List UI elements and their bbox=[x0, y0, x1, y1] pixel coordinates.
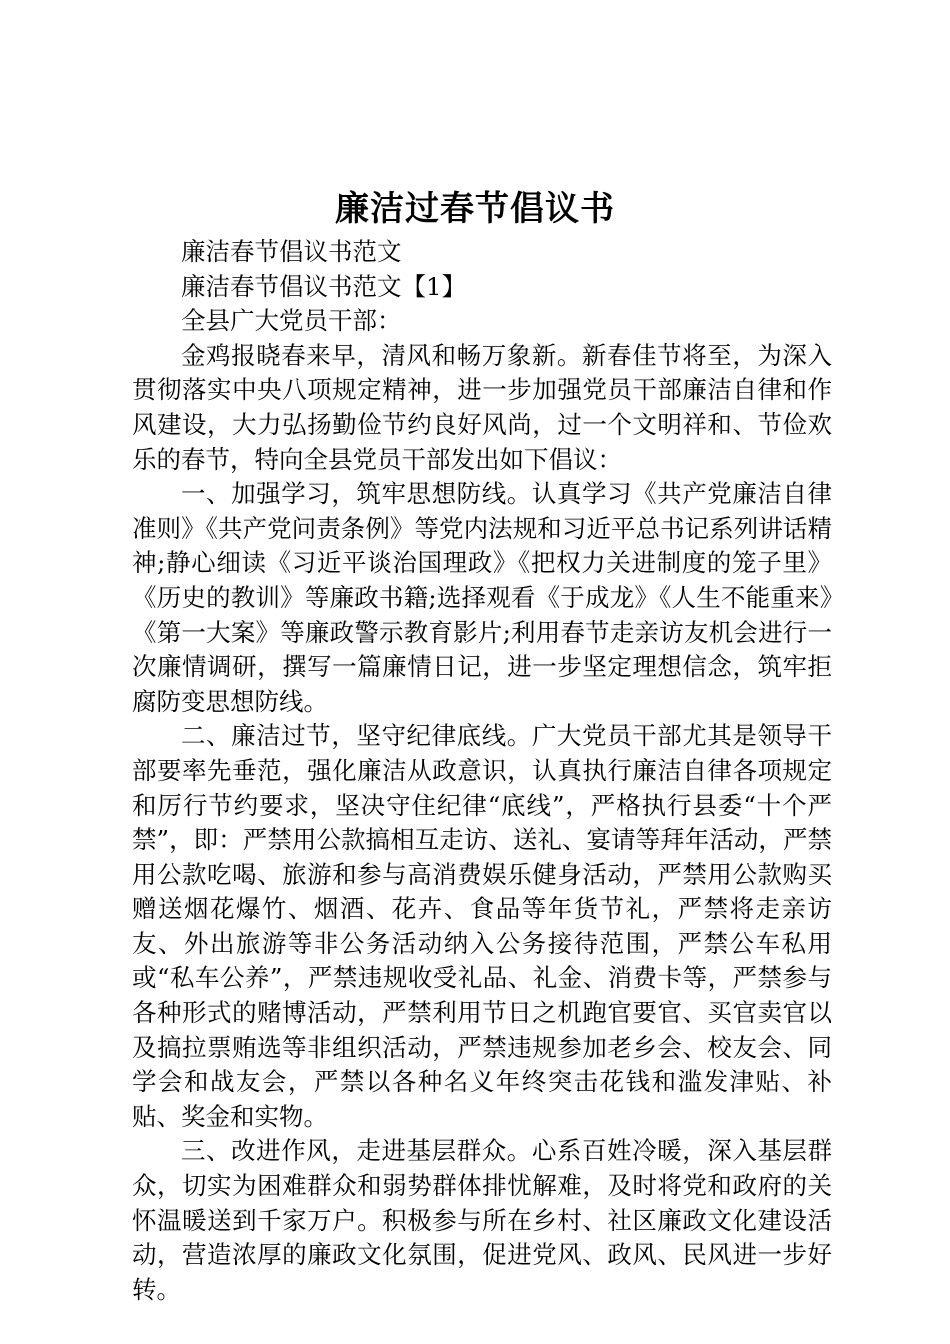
paragraph-intro: 金鸡报晓春来早，清风和畅万象新。新春佳节将至，为深入贯彻落实中央八项规定精神，进一步加强党员干部廉洁自律和作风建设，大力弘扬勤俭节约良好风尚，过一个文明祥和、节俭欢乐的春节，特向全县党员干部发出如下倡议： bbox=[132, 340, 832, 474]
document-title: 廉洁过春节倡议书 bbox=[335, 189, 615, 229]
document-subtitle: 廉洁春节倡议书范文 bbox=[181, 237, 402, 266]
document-body bbox=[132, 235, 832, 1307]
document-subheading: 廉洁春节倡议书范文【1】 bbox=[181, 271, 467, 301]
paragraph-discipline: 二、廉洁过节，坚守纪律底线。广大党员干部尤其是领导干部要率先垂范，强化廉洁从政意识，认真执行廉洁自律各项规定和厉行节约要求，坚决守住纪律“底线”，严格执行县委“十个严禁”，即：严禁用公款搞相互走访、送礼、宴请等拜年活动，严禁用公款吃喝、旅游和参与高消费娱乐健身活动，严禁用公款购买赠送烟花爆竹、烟酒、花卉、食品等年货节礼，严禁将走亲访友、外出旅游等非公务活动纳入公务接待范围，严禁公车私用或“私车公养”，严禁违规收受礼品、礼金、消费卡等，严禁参与各种形式的赌博活动，严禁利用节日之机跑官要官、买官卖官以及搞拉票贿选等非组织活动，严禁违规参加老乡会、校友会、同学会和战友会，严禁以各种名义年终突击花钱和滥发津贴、补贴、奖金和实物。 bbox=[132, 721, 832, 1131]
salutation: 全县广大党员干部： bbox=[181, 306, 402, 336]
paragraph-style: 三、改进作风，走进基层群众。心系百姓冷暖，深入基层群众，切实为困难群众和弱势群体排忧解难，及时将党和政府的关怀温暖送到千家万户。积极参与所在乡村、社区廉政文化建设活动，营造浓厚的廉政文化氛围，促进党风、政风、民风进一步好转。 bbox=[132, 1136, 832, 1304]
paragraph-study: 一、加强学习，筑牢思想防线。认真学习《共产党廉洁自律准则》《共产党问责条例》等党内法规和习近平总书记系列讲话精神;静心细读《习近平谈治国理政》《把权力关进制度的笼子里》《历史的教训》等廉政书籍;选择观看《于成龙》《人生不能重来》《第一大案》等廉政警示教育影片;利用春节走亲访友机会进行一次廉情调研，撰写一篇廉情日记，进一步坚定理想信念，筑牢拒腐防变思想防线。 bbox=[132, 479, 832, 716]
